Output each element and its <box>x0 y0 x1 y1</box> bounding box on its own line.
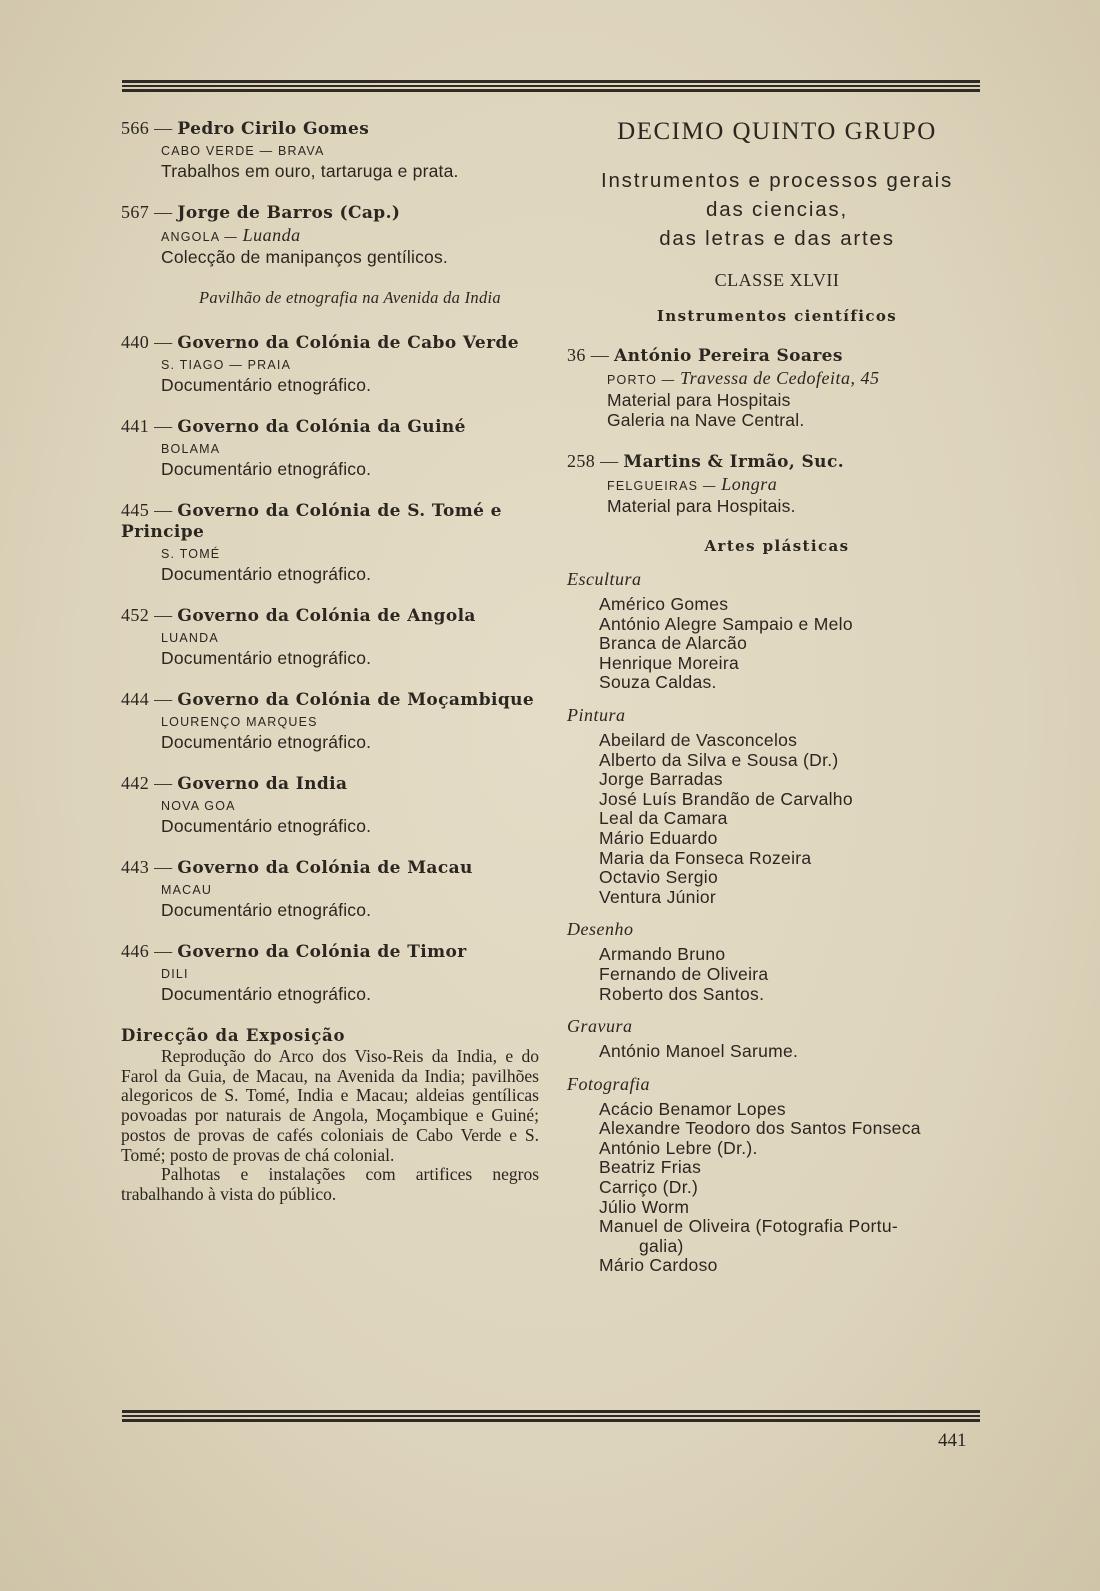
entry-location-text: LOURENÇO MARQUES <box>161 715 318 729</box>
entry-title: Martins & Irmão, Suc. <box>623 452 845 472</box>
catalog-entry <box>121 416 539 479</box>
entry-location-text: LUANDA <box>161 631 219 645</box>
direccao-paragraph-1: Reprodução do Arco dos Viso-Reis da India, e do Farol da Guia, de Macau, na Avenida da India; pavilhões alegoricos de S. Tomé, India e Macau; aldeias gentílicas povoadas por naturais de Angola, Moçambique e Guiné; postos de provas de cafés coloniais de Cabo Verde e S. Tomé; posto de provas de chá colonial. <box>121 1046 539 1165</box>
right-column <box>567 118 987 1286</box>
entry-number: 36 <box>567 345 586 365</box>
entry-dash: — <box>149 857 178 877</box>
section-heading-instrumentos: Instrumentos científicos <box>656 307 898 325</box>
entry-title: Pedro Cirilo Gomes <box>177 119 370 139</box>
person-name: Maria da Fonseca Rozeira <box>599 847 812 868</box>
person-name: Abeilard de Vasconcelos <box>599 729 798 750</box>
entry-description: Documentário etnográfico. <box>161 564 372 584</box>
section-heading-artes: Artes plásticas <box>704 537 850 555</box>
entry-heading <box>121 689 539 711</box>
entry-description: Documentário etnográfico. <box>161 732 372 752</box>
catalog-entry <box>121 118 539 181</box>
entry-location <box>607 369 987 390</box>
entry-location-text: ANGOLA — <box>161 230 238 244</box>
entry-description: Documentário etnográfico. <box>161 900 372 920</box>
entry-number: 567 <box>121 202 150 222</box>
entry-description: Colecção de manipanços gentílicos. <box>161 247 448 267</box>
entry-location-text: MACAU <box>161 883 213 897</box>
classe-heading: CLASSE XLVII <box>714 270 840 290</box>
group-subtitle-line: das letras e das artes <box>659 227 895 250</box>
catalog-entry <box>121 500 539 584</box>
entry-dash: — <box>149 118 178 138</box>
pavilion-heading: Pavilhão de etnografia na Avenida da India <box>199 288 501 307</box>
category-heading: Desenho <box>567 919 634 940</box>
person-name: Acácio Benamor Lopes <box>599 1098 786 1119</box>
person-name: Fernando de Oliveira <box>599 963 769 984</box>
entry-location-street: Luanda <box>242 225 301 245</box>
person-name: Octavio Sergio <box>599 867 718 888</box>
left-column <box>121 118 539 1205</box>
person-name: Leal da Camara <box>599 808 728 829</box>
category-heading: Escultura <box>567 569 642 589</box>
entry-title: Governo da Colónia de Cabo Verde <box>177 333 519 353</box>
entry-number: 440 <box>121 332 150 352</box>
person-name: José Luís Brandão de Carvalho <box>599 788 853 809</box>
entry-title: Governo da Colónia de Macau <box>177 858 473 878</box>
people-list <box>599 1100 987 1276</box>
entry-location <box>161 797 539 816</box>
entry-location <box>161 881 539 900</box>
entry-description: Material para Hospitais. <box>607 496 796 516</box>
entry-heading <box>121 332 539 354</box>
entry-description: Documentário etnográfico. <box>161 984 372 1004</box>
entry-dash: — <box>149 773 178 793</box>
entry-number: 566 <box>121 118 150 138</box>
entry-dash: — <box>149 332 178 352</box>
catalog-entry <box>121 332 539 395</box>
person-name: Mário Cardoso <box>599 1255 718 1276</box>
group-title: DECIMO QUINTO GRUPO <box>617 118 937 145</box>
catalog-entry <box>567 345 987 430</box>
direccao-title: Direcção da Exposição <box>121 1026 346 1045</box>
entry-heading <box>121 857 539 879</box>
catalog-entry <box>121 202 539 267</box>
entry-heading <box>567 451 987 473</box>
entry-description: Galeria na Nave Central. <box>607 410 805 430</box>
entry-dash: — <box>149 202 178 222</box>
direccao-paragraph-2: Palhotas e instalações com artifices negros trabalhando à vista do público. <box>121 1164 539 1204</box>
catalog-entry <box>121 605 539 668</box>
entry-dash: — <box>149 605 178 625</box>
entry-location-street: Travessa de Cedofeita, 45 <box>680 368 880 388</box>
catalog-entry <box>121 857 539 920</box>
group-subtitle-line: Instrumentos e processos gerais <box>600 169 954 192</box>
page-number: 441 <box>938 1430 967 1451</box>
entry-title: Governo da Colónia de Angola <box>177 606 476 626</box>
entry-title: Governo da India <box>177 774 348 794</box>
entry-title: António Pereira Soares <box>614 346 843 366</box>
person-name: Jorge Barradas <box>599 769 723 790</box>
entry-location-text: PORTO — <box>607 373 676 387</box>
person-name: Ventura Júnior <box>599 886 717 907</box>
category-heading: Pintura <box>567 704 626 725</box>
entry-heading <box>121 118 539 140</box>
catalog-entry <box>567 451 987 516</box>
category-heading: Gravura <box>567 1016 633 1037</box>
person-name: Armando Bruno <box>599 944 726 965</box>
entry-title: Jorge de Barros (Cap.) <box>177 203 401 223</box>
person-name: Alberto da Silva e Sousa (Dr.) <box>599 749 839 770</box>
top-rule <box>122 80 980 94</box>
entry-number: 452 <box>121 605 150 625</box>
person-name: Souza Caldas. <box>599 672 717 693</box>
entry-heading <box>121 605 539 627</box>
entry-dash: — <box>149 416 178 436</box>
entry-dash: — <box>595 451 624 471</box>
person-name: Henrique Moreira <box>599 652 739 673</box>
entry-title: Governo da Colónia de Timor <box>177 942 467 962</box>
person-name: Alexandre Teodoro dos Santos Fonseca <box>599 1118 921 1139</box>
entry-description: Material para Hospitais <box>607 390 791 410</box>
entry-description: Trabalhos em ouro, tartaruga e prata. <box>161 161 459 181</box>
entry-location-text: CABO VERDE — BRAVA <box>161 144 325 158</box>
entry-location <box>161 142 539 161</box>
entry-location <box>161 356 539 375</box>
entry-location-text: BOLAMA <box>161 442 221 456</box>
person-name: Júlio Worm <box>599 1196 690 1217</box>
entry-location-text: S. TOMÉ <box>161 547 221 561</box>
entry-description: Documentário etnográfico. <box>161 459 372 479</box>
entry-title: Governo da Colónia da Guiné <box>177 417 466 437</box>
group-subtitle-line: das ciencias, <box>706 198 848 221</box>
entry-location-text: NOVA GOA <box>161 799 236 813</box>
entry-number: 445 <box>121 500 150 520</box>
catalog-entry <box>121 689 539 752</box>
entry-title: Governo da Colónia de Moçambique <box>177 690 535 710</box>
entry-dash: — <box>149 500 178 520</box>
entry-number: 441 <box>121 416 150 436</box>
person-name: António Manoel Sarume. <box>599 1041 799 1062</box>
entry-description: Documentário etnográfico. <box>161 648 372 668</box>
entry-number: 446 <box>121 941 150 961</box>
entry-dash: — <box>149 941 178 961</box>
person-name: António Lebre (Dr.). <box>599 1137 758 1158</box>
entry-location <box>161 965 539 984</box>
person-name: Carriço (Dr.) <box>599 1177 699 1198</box>
entry-number: 443 <box>121 857 150 877</box>
entry-dash: — <box>149 689 178 709</box>
entry-dash: — <box>585 345 615 365</box>
person-name: Américo Gomes <box>599 594 729 614</box>
people-list <box>599 595 987 693</box>
entry-heading <box>121 202 539 224</box>
entry-description: Documentário etnográfico. <box>161 375 372 395</box>
person-name: galia) <box>639 1235 684 1256</box>
entry-location-text: S. TIAGO — PRAIA <box>161 358 292 372</box>
entry-location-text: DILI <box>161 967 189 981</box>
entry-location-text: FELGUEIRAS — <box>607 479 717 493</box>
entry-number: 442 <box>121 773 150 793</box>
group-subtitle <box>567 166 987 253</box>
person-name: Manuel de Oliveira (Fotografia Portu- <box>599 1216 899 1237</box>
bottom-rule <box>122 1410 980 1424</box>
entry-number: 444 <box>121 689 150 709</box>
entry-location <box>161 629 539 648</box>
entry-location <box>161 440 539 459</box>
people-list <box>599 731 987 907</box>
people-list <box>599 1042 987 1062</box>
person-name: António Alegre Sampaio e Melo <box>599 613 853 634</box>
entry-number: 258 <box>567 451 596 471</box>
catalog-entry <box>121 773 539 836</box>
entry-heading <box>567 345 987 367</box>
person-name: Mário Eduardo <box>599 827 718 848</box>
entry-location-street: Longra <box>721 474 778 494</box>
entry-heading <box>121 500 539 543</box>
entry-heading <box>121 773 539 795</box>
entry-location <box>607 475 987 496</box>
people-list <box>599 945 987 1004</box>
category-heading: Fotografia <box>567 1073 651 1094</box>
person-name: Roberto dos Santos. <box>599 983 765 1004</box>
entry-heading <box>121 941 539 963</box>
entry-heading <box>121 416 539 438</box>
entry-description: Documentário etnográfico. <box>161 816 372 836</box>
entry-title: Governo da Colónia de S. Tomé e Principe <box>121 501 502 542</box>
entry-location <box>161 713 539 732</box>
entry-location <box>161 226 539 247</box>
catalog-entry <box>121 941 539 1004</box>
entry-location <box>161 545 539 564</box>
person-name: Branca de Alarcão <box>599 633 748 654</box>
person-name: Beatriz Frias <box>599 1157 702 1178</box>
